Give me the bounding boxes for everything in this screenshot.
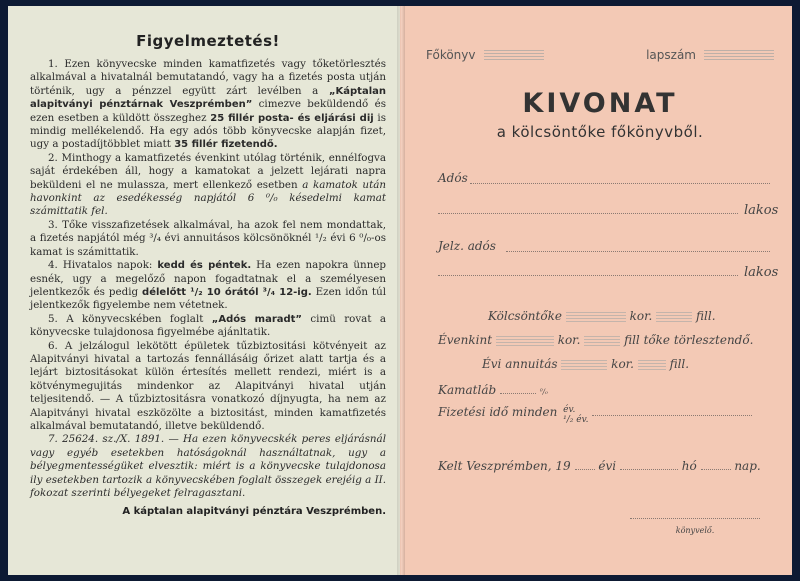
ledger-box [484, 50, 544, 62]
page-number-box [704, 50, 774, 62]
date-place-label: Kelt Veszprémben, 19 [438, 459, 571, 473]
payment-period [563, 405, 588, 425]
payment-period-year: év. [563, 405, 576, 415]
rule-4-text-e: Ezen időn túl jelentkezők figyelembe nem vétetnek. [30, 285, 386, 312]
bookkeeper-line [630, 518, 760, 519]
rule-4-text-a: 4. Hivatalos napok: [48, 259, 158, 272]
rule-5-column: „Adós maradt” [211, 313, 303, 325]
yearly-fill: fill [624, 333, 640, 347]
annuity-kor-box [561, 360, 607, 370]
annuity-fill-box [638, 360, 666, 370]
interest-rate-line [500, 393, 536, 394]
rule-2-text: 2. Minthogy a kamatfizetés évenkint utólag történik, ennélfogva saját érdekében áll, hogy a kamatokat a jelzett lejárati napra beküldeni el ne mulassza, mert ellenkező esetben [30, 151, 386, 191]
capital-kor-box [566, 312, 626, 322]
bookkeeper-signature [630, 504, 760, 535]
rule-5-text-a: 5. A könyvecskében foglalt [48, 312, 212, 325]
rule-4-hours: délelőtt ¹/₂ 10 órától ³/₄ 12-ig. [142, 286, 312, 298]
extract-page [400, 6, 792, 575]
mortgage-debtor-line [506, 251, 770, 252]
rule-6: 6. A jelzálogul lekötött épületek tűzbiztositási kötvényeit az Alapitványi hivatal a tartozás fennállásáig őrizet alatt tartja és a lejárt biztositásokat külön értesítés mellett rendezi, miért is a kötvénymegujitás mindenkor az Alapitványi hivatal utján teljesitendő. — A tűzbiztositásra vonatkozó díjnyugta, ha nem az Alapitványi hivatal eszközölte a biztositást, minden kamatfizetés alkalmával bemutatandó, illetve beküldendő. [30, 339, 386, 432]
annuity-fill: fill. [669, 357, 690, 371]
yearly-kor-box [496, 336, 554, 346]
extract-subtitle: a kölcsöntőke főkönyvből. [496, 123, 704, 141]
ledger-header [426, 48, 774, 62]
date-year-label: évi [598, 459, 617, 473]
rule-1-fee: 25 fillér posta- és eljárási dij [210, 112, 374, 124]
yearly-kor: kor. [557, 333, 581, 347]
date-month-line [620, 469, 678, 470]
booklet-fold [397, 6, 405, 575]
debtor-residence-label: lakos [744, 203, 779, 218]
yearly-row [438, 333, 778, 347]
rule-4-days: kedd és péntek. [157, 260, 252, 272]
payment-time-label: Fizetési idő minden [438, 405, 558, 419]
ledger-label: Főkönyv [426, 48, 476, 62]
payment-period-half-year: ¹/₂ év. [563, 415, 589, 425]
rule-1-extra-fee: 35 fillér fizetendő. [174, 139, 278, 151]
capital-fill: fill. [696, 309, 716, 323]
rule-4 [30, 259, 386, 313]
page-number-field [646, 48, 774, 62]
debtor-line [470, 183, 770, 184]
date-day-line [701, 469, 731, 470]
rule-7: 7. 25624. sz./X. 1891. — Ha ezen könyvecskék peres eljárásnál vagy egyéb esetekben hatóságoknál használtatnak, ugy a bélyegmentességüket elvesztik: miért is a könyvecske tulajdonosa ily esetekben tartozik a könyvecskében foglalt összegek erejéig a II. fokozat szerinti bélyegeket felragasztani. [30, 433, 386, 499]
yearly-repayment-label: tőke törlesztendő. [643, 333, 754, 347]
annuity-kor: kor. [611, 357, 634, 371]
warning-page [8, 6, 400, 575]
extract-title: KIVONAT [522, 88, 678, 119]
interest-rate-label: Kamatláb [438, 383, 497, 397]
page-number-label: lapszám [646, 48, 696, 62]
rule-2-penalty: a kamatok után havonkint az esedékesség napjától 6 ⁰/₀ késedelmi kamat számittatik fel. [30, 178, 386, 218]
rule-3: 3. Tőke visszafizetések alkalmával, ha azok fel nem mondattak, a fizetés napjától még ³/₄ évi annuitásos kölcsönöknél ¹/₂ évi 6 ⁰/₀-os kamat is számittatik. [30, 218, 386, 258]
date-day-label: nap. [734, 459, 761, 473]
date-row [438, 459, 778, 473]
capital-kor: kor. [629, 309, 653, 323]
extract-form [426, 163, 779, 493]
rule-1-addressee: „Káptalan alapitványi pénztárnak Veszprémben” [30, 85, 386, 111]
rule-4-text-c: Ha ezen napokra ünnep esnék, ugy a megelőző napon fogadtatnak el a személyesen jelentkezők és pedig [30, 259, 387, 298]
warning-signature: A káptalan alapitványi pénztára Veszprémben. [122, 506, 386, 518]
interest-rate-row [438, 383, 548, 397]
annuity-label: Évi annuitás [482, 357, 558, 371]
rules-text [30, 58, 386, 500]
rule-5-text-c: cimü rovat a könyvecske tulajdonosa figyelmébe ajánltatik. [30, 312, 386, 339]
rule-2 [30, 152, 386, 219]
mortgage-residence-label: lakos [744, 265, 779, 280]
debtor-label: Adós [438, 171, 468, 185]
bookkeeper-label: könyvelő. [675, 526, 715, 535]
date-month-label: hó [681, 459, 697, 473]
interest-rate-unit: ⁰/₀ [539, 388, 548, 396]
rule-5 [30, 313, 386, 340]
debtor-residence-line [438, 213, 738, 214]
yearly-label: Évenkint [438, 333, 493, 347]
payment-time-row [438, 405, 778, 425]
capital-row [488, 309, 768, 323]
ledger-field [426, 48, 544, 62]
rule-1-text-e: is mindig mellékelendő. Ha egy adós több könyvecske alapján fizet, ugy a postadíjtöbblet miatt [30, 111, 386, 151]
booklet [8, 6, 792, 575]
rule-1-text-c: cimezve beküldendő és ezen esetben a küldött összeghez [30, 98, 386, 124]
date-year-line [575, 469, 595, 470]
rule-1-text-a: 1. Ezen könyvecske minden kamatfizetés vagy tőketörlesztés alkalmával a hivatalnál bemutatandó, vagy ha a fizetés posta utján történik, ugy a pénzzel együtt zárt levélben a [30, 58, 386, 97]
mortgage-residence-line [438, 275, 738, 276]
capital-fill-box [656, 312, 692, 322]
mortgage-debtor-label: Jelz. adós [438, 239, 496, 253]
payment-time-line [592, 415, 752, 416]
yearly-fill-box [584, 336, 620, 346]
rule-1 [30, 58, 386, 152]
capital-label: Kölcsöntőke [488, 309, 562, 323]
annuity-row [482, 357, 772, 371]
warning-title: Figyelmeztetés! [136, 32, 280, 50]
